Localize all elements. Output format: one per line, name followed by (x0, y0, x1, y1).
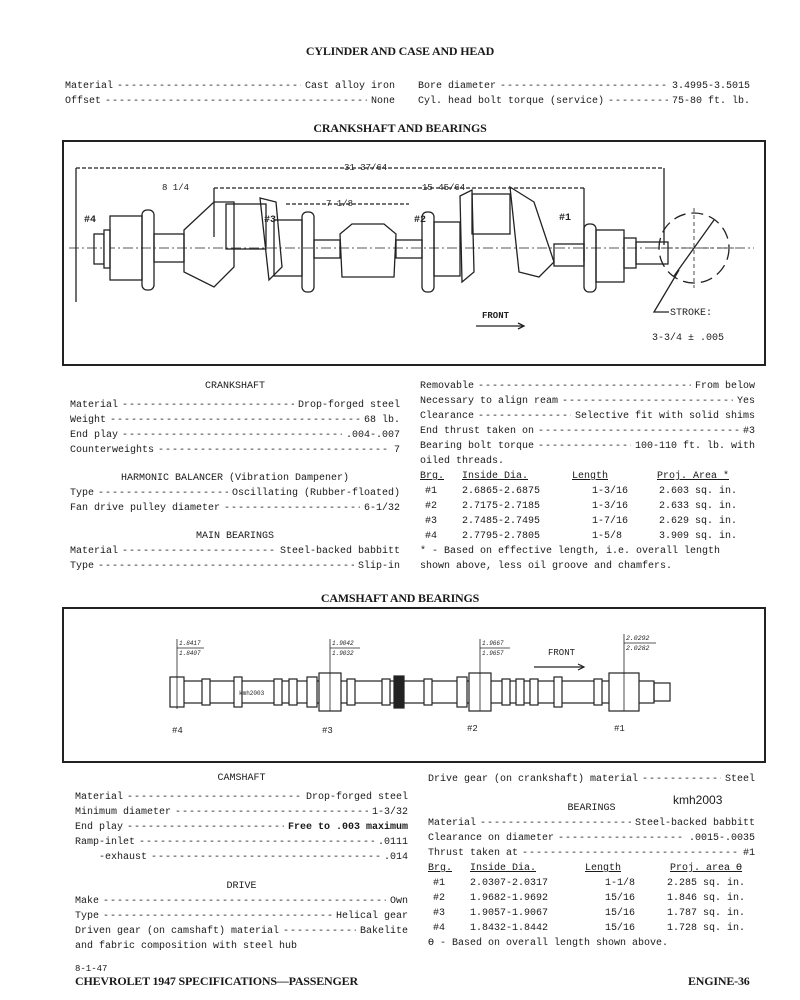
spec-label: End thrust taken on (420, 426, 535, 437)
spec-value: Steel-backed babbitt (634, 818, 755, 829)
spec-label: Bore diameter (418, 81, 497, 92)
bearing-4-label: #4 (84, 215, 97, 226)
table-row (420, 484, 755, 499)
crankshaft-specs (70, 398, 400, 574)
column-header: Length (585, 863, 622, 874)
spec-label: Clearance on diameter (428, 833, 555, 844)
table-cell: #2 (425, 501, 438, 512)
spec-row (418, 79, 750, 94)
spec-label: Type (75, 911, 100, 922)
main-bearings-heading: MAIN BEARINGS (195, 531, 274, 542)
camshaft-heading: CAMSHAFT (217, 773, 266, 784)
spec-value: Oscillating (Rubber-floated) (231, 488, 400, 499)
harmonic-heading: HARMONIC BALANCER (Vibration Dampener) (120, 473, 350, 484)
spec-value: #3 (742, 426, 755, 437)
table-cell: 15/16 (605, 908, 636, 919)
footnote: * - Based on effective length, i.e. overall length (420, 546, 721, 557)
spec-row (70, 413, 400, 428)
overall-length-label: 31 37/64 (344, 163, 388, 173)
spec-row (65, 94, 395, 109)
table-row (420, 499, 755, 514)
spec-label: Type (70, 488, 95, 499)
spec-row (65, 79, 395, 94)
camshaft-diagram (62, 607, 766, 763)
spec-label: Driven gear (on camshaft) material (75, 926, 280, 937)
spec-value: Own (389, 896, 408, 907)
spec-label: Weight (70, 415, 107, 426)
journal-2-dia-max: 1.9667 (482, 640, 504, 647)
spec-label: Make (75, 896, 100, 907)
column-header: Length (572, 471, 609, 482)
spec-row (420, 394, 755, 409)
spec-row (75, 850, 408, 865)
table-cell: #4 (425, 531, 438, 542)
crankshaft-heading: CRANKSHAFT (204, 381, 265, 392)
spec-value: None (370, 96, 395, 107)
spec-value: .004-.007 (345, 430, 400, 441)
spec-value: From below (694, 381, 755, 392)
spec-row (428, 831, 755, 846)
journal-4-label: #4 (172, 726, 183, 736)
spec-value: 7 (393, 445, 400, 456)
spec-label: Removable (420, 381, 475, 392)
spec-row (428, 772, 755, 787)
spec-value: 1-3/32 (371, 807, 408, 818)
table-cell: 1-5/8 (592, 531, 623, 542)
table-cell: 2.629 sq. in. (659, 516, 738, 527)
drive-heading: DRIVE (226, 881, 257, 892)
journal-1-dia-min: 2.0282 (626, 645, 650, 652)
spec-label: Drive gear (on crankshaft) material (428, 774, 639, 785)
spec-label: Material (70, 546, 119, 557)
spec-value: 75-80 ft. lb. (671, 96, 750, 107)
footnote: shown above, less oil groove and chamfers. (420, 561, 673, 572)
spec-label: Fan drive pulley diameter (70, 503, 221, 514)
table-cell: #1 (425, 486, 438, 497)
table-cell: 2.7175-2.7185 (462, 501, 541, 512)
stroke-label: STROKE: (670, 308, 713, 319)
spec-label: Thrust taken at (428, 848, 519, 859)
spec-value: Free to .003 maximum (287, 822, 408, 833)
spec-row (428, 816, 755, 831)
table-cell: #2 (433, 893, 446, 904)
spec-value: Drop-forged steel (305, 792, 408, 803)
stroke-value: 3-3/4 ± .005 (652, 333, 725, 344)
journal-3-dia-max: 1.9042 (332, 640, 354, 647)
table-cell: 1.787 sq. in. (667, 908, 746, 919)
spec-row (428, 846, 755, 861)
spec-value: 3.4995-3.5015 (671, 81, 750, 92)
dim-label: 15 45/64 (422, 183, 466, 193)
revision-date: 8-1-47 (75, 964, 108, 974)
column-header: Proj. Area * (657, 471, 730, 482)
section-title-cylinder: CYLINDER AND CASE AND HEAD (305, 44, 495, 58)
table-cell: 1.846 sq. in. (667, 893, 746, 904)
section-title-camshaft: CAMSHAFT AND BEARINGS (320, 591, 480, 605)
table-cell: 1.8432-1.8442 (470, 923, 549, 934)
column-header: Brg. (420, 471, 445, 482)
footer-title: CHEVROLET 1947 SPECIFICATIONS—PASSENGER (75, 974, 358, 988)
spec-value: 6-1/32 (363, 503, 400, 514)
spec-value: .0111 (377, 837, 408, 848)
spec-value: 100-110 ft. lb. with (634, 441, 755, 452)
spec-label: Bearing bolt torque (420, 441, 535, 452)
journal-2-dia-min: 1.9657 (482, 650, 504, 657)
table-cell: 2.603 sq. in. (659, 486, 738, 497)
spec-label: End play (70, 430, 119, 441)
spec-continuation: oiled threads. (420, 456, 505, 467)
spec-row (420, 424, 755, 439)
spec-label: Clearance (420, 411, 475, 422)
spec-value: Bakelite (359, 926, 408, 937)
spec-row (70, 398, 400, 413)
table-cell: 1.9682-1.9692 (470, 893, 549, 904)
spec-label: Offset (65, 96, 102, 107)
column-header: Inside Dia. (462, 471, 529, 482)
column-header: Proj. area ϴ (670, 863, 743, 874)
table-row (428, 891, 755, 906)
spec-value: Helical gear (335, 911, 408, 922)
front-label: FRONT (482, 311, 510, 321)
spec-label: Minimum diameter (75, 807, 172, 818)
table-cell: 1.9057-1.9067 (470, 908, 549, 919)
bearing-2-label: #2 (414, 215, 427, 226)
table-cell: 1-3/16 (592, 486, 629, 497)
main-bearing-table (420, 469, 755, 544)
column-header: Brg. (428, 863, 453, 874)
spec-label: Material (428, 818, 477, 829)
column-header: Inside Dia. (470, 863, 537, 874)
table-row (428, 876, 755, 891)
watermark: kmh2003 (673, 793, 723, 807)
table-cell: 2.0307-2.0317 (470, 878, 549, 889)
table-cell: 2.633 sq. in. (659, 501, 738, 512)
spec-value: Yes (736, 396, 755, 407)
main-bearing-specs (420, 379, 755, 574)
page-number: ENGINE-36 (688, 974, 750, 988)
cylinder-left-specs (65, 79, 395, 109)
journal-3-dia-min: 1.9032 (332, 650, 354, 657)
journal-4-dia-max: 1.8417 (179, 640, 201, 647)
table-cell: #4 (433, 923, 446, 934)
spec-label: End play (75, 822, 124, 833)
spec-value: Slip-in (357, 561, 400, 572)
table-header (420, 469, 755, 484)
journal-4-dia-min: 1.8407 (179, 650, 201, 657)
spec-value: Steel (724, 774, 755, 785)
spec-label: Material (70, 400, 119, 411)
spec-label: Ramp-inlet (75, 837, 136, 848)
spec-value: Selective fit with solid shims (574, 411, 755, 422)
spec-row (70, 501, 400, 516)
spec-label: Cyl. head bolt torque (service) (418, 96, 605, 107)
front-label: FRONT (548, 648, 576, 658)
spec-label: Necessary to align ream (420, 396, 559, 407)
spec-row (420, 379, 755, 394)
spec-row (70, 428, 400, 443)
table-row (428, 921, 755, 936)
section-title-crankshaft: CRANKSHAFT AND BEARINGS (313, 121, 487, 135)
spec-row (420, 439, 755, 454)
spec-row (75, 894, 408, 909)
table-cell: 2.285 sq. in. (667, 878, 746, 889)
table-cell: 2.6865-2.6875 (462, 486, 541, 497)
spec-continuation: and fabric composition with steel hub (75, 941, 298, 952)
spec-row (75, 790, 408, 805)
spec-row (418, 94, 750, 109)
spec-value: #1 (742, 848, 755, 859)
table-cell: 1-1/8 (605, 878, 636, 889)
dim-label: 7 1/8 (326, 199, 354, 209)
spec-value: Cast alloy iron (304, 81, 395, 92)
footnote: ϴ - Based on overall length shown above. (428, 938, 669, 949)
table-row (420, 529, 755, 544)
spec-label: -exhaust (75, 852, 148, 863)
table-header (428, 861, 755, 876)
table-cell: 1.728 sq. in. (667, 923, 746, 934)
bearing-3-label: #3 (264, 215, 277, 226)
crankshaft-diagram (62, 140, 766, 366)
spec-row (75, 924, 408, 939)
table-row (428, 906, 755, 921)
spec-value: Drop-forged steel (297, 400, 400, 411)
table-cell: 2.7795-2.7805 (462, 531, 541, 542)
spec-label: Material (75, 792, 124, 803)
spec-row (75, 835, 408, 850)
journal-3-label: #3 (322, 726, 333, 736)
table-cell: 1-7/16 (592, 516, 629, 527)
dim-label: 8 1/4 (162, 183, 190, 193)
table-cell: #3 (433, 908, 446, 919)
spec-row (70, 559, 400, 574)
camshaft-specs (75, 790, 408, 954)
spec-row (70, 486, 400, 501)
bearings-heading: BEARINGS (567, 803, 616, 814)
table-cell: 2.7485-2.7495 (462, 516, 541, 527)
table-row (420, 514, 755, 529)
spec-row (75, 909, 408, 924)
spec-value: .014 (383, 852, 408, 863)
table-cell: 15/16 (605, 923, 636, 934)
bearing-1-label: #1 (559, 213, 572, 224)
camshaft-stamp: kmh2003 (239, 690, 265, 697)
spec-row (70, 443, 400, 458)
cylinder-right-specs (418, 79, 750, 109)
spec-label: Material (65, 81, 114, 92)
journal-1-label: #1 (614, 724, 625, 734)
spec-row (70, 544, 400, 559)
spec-row (75, 805, 408, 820)
table-cell: #1 (433, 878, 446, 889)
table-cell: 15/16 (605, 893, 636, 904)
spec-label: Counterweights (70, 445, 155, 456)
table-cell: #3 (425, 516, 438, 527)
table-cell: 1-3/16 (592, 501, 629, 512)
spec-value: Steel-backed babbitt (279, 546, 400, 557)
journal-2-label: #2 (467, 724, 478, 734)
spec-row (420, 409, 755, 424)
table-cell: 3.909 sq. in. (659, 531, 738, 542)
journal-1-dia-max: 2.0292 (626, 635, 650, 642)
spec-value: .0015-.0035 (688, 833, 755, 844)
spec-value: 68 lb. (363, 415, 400, 426)
spec-row (75, 820, 408, 835)
spec-label: Type (70, 561, 95, 572)
